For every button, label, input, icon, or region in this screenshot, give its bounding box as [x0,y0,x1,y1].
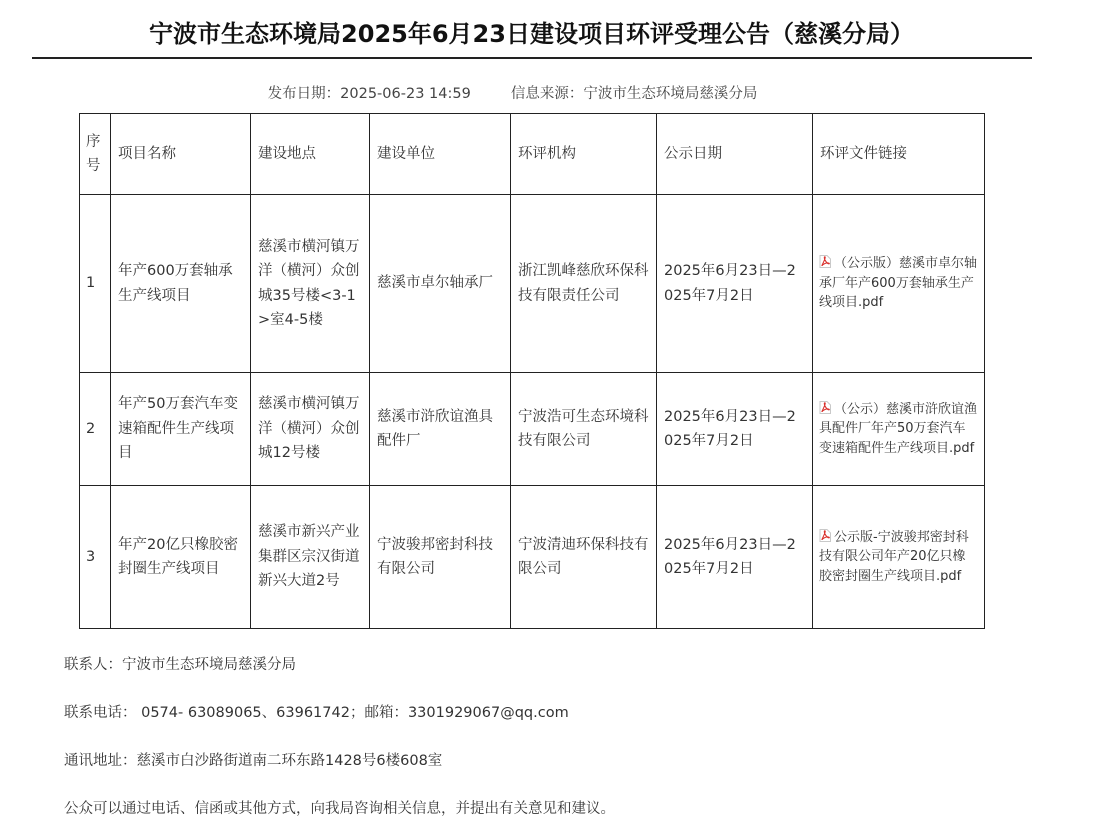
header-cell-date: 公示日期 [657,114,813,195]
article-meta [0,82,1025,103]
project-location: 慈溪市横河镇万洋（横河）众创城12号楼 [251,373,370,486]
project-location: 慈溪市横河镇万洋（横河）众创城35号楼<3-1>室4-5楼 [251,195,370,373]
project-file-link[interactable]: （公示版）慈溪市卓尔轴承厂年产600万套轴承生产线项目.pdf [819,256,978,311]
header-cell-link: 环评文件链接 [813,114,985,195]
contact-address: 通讯地址：慈溪市白沙路街道南二环东路1428号6楼608室 [64,753,443,769]
project-file-cell [813,486,985,629]
row-number: 3 [80,486,111,629]
project-agency: 宁波清迪环保科技有限公司 [511,486,657,629]
project-file-link[interactable]: （公示）慈溪市浒欣谊渔具配件厂年产50万套汽车变速箱配件生产线项目.pdf [819,401,978,456]
project-name: 年产50万套汽车变速箱配件生产线项目 [111,373,251,486]
project-file-cell [813,373,985,486]
project-agency: 浙江凯峰慈欣环保科技有限责任公司 [511,195,657,373]
table-row [80,373,985,486]
table-row [80,486,985,629]
public-notice: 公众可以通过电话、信函或其他方式，向我局咨询相关信息，并提出有关意见和建议。 [64,801,615,817]
project-date: 2025年6月23日—2025年7月2日 [657,195,813,373]
contact-person: 联系人：宁波市生态环境局慈溪分局 [64,657,296,673]
project-date: 2025年6月23日—2025年7月2日 [657,486,813,629]
project-agency: 宁波浩可生态环境科技有限公司 [511,373,657,486]
row-number: 1 [80,195,111,373]
header-cell-agency: 环评机构 [511,114,657,195]
project-file-link[interactable]: 公示版-宁波骏邦密封科技有限公司年产20亿只橡胶密封圈生产线项目.pdf [819,529,969,584]
project-name: 年产600万套轴承生产线项目 [111,195,251,373]
header-cell-no: 序号 [80,114,111,195]
pdf-file-icon [819,401,831,414]
publish-date: 发布日期：2025-06-23 14:59 [267,86,471,102]
project-name: 年产20亿只橡胶密封圈生产线项目 [111,486,251,629]
project-date: 2025年6月23日—2025年7月2日 [657,373,813,486]
project-builder: 宁波骏邦密封科技有限公司 [370,486,511,629]
row-number: 2 [80,373,111,486]
project-builder: 慈溪市卓尔轴承厂 [370,195,511,373]
project-table [79,113,985,629]
project-location: 慈溪市新兴产业集群区宗汉街道新兴大道2号 [251,486,370,629]
page-title: 宁波市生态环境局2025年6月23日建设项目环评受理公告（慈溪分局） [149,20,914,48]
header-cell-location: 建设地点 [251,114,370,195]
title-divider [32,57,1032,59]
contact-phone: 联系电话： 0574- 63089065、63961742；邮箱：3301929067@qq.com [64,705,569,721]
info-source: 信息来源：宁波市生态环境局慈溪分局 [510,86,758,102]
pdf-file-icon [819,529,831,542]
project-builder: 慈溪市浒欣谊渔具配件厂 [370,373,511,486]
header-cell-name: 项目名称 [111,114,251,195]
header-cell-builder: 建设单位 [370,114,511,195]
table-row [80,195,985,373]
pdf-file-icon [819,255,831,268]
project-file-cell [813,195,985,373]
table-header-row [80,114,985,195]
